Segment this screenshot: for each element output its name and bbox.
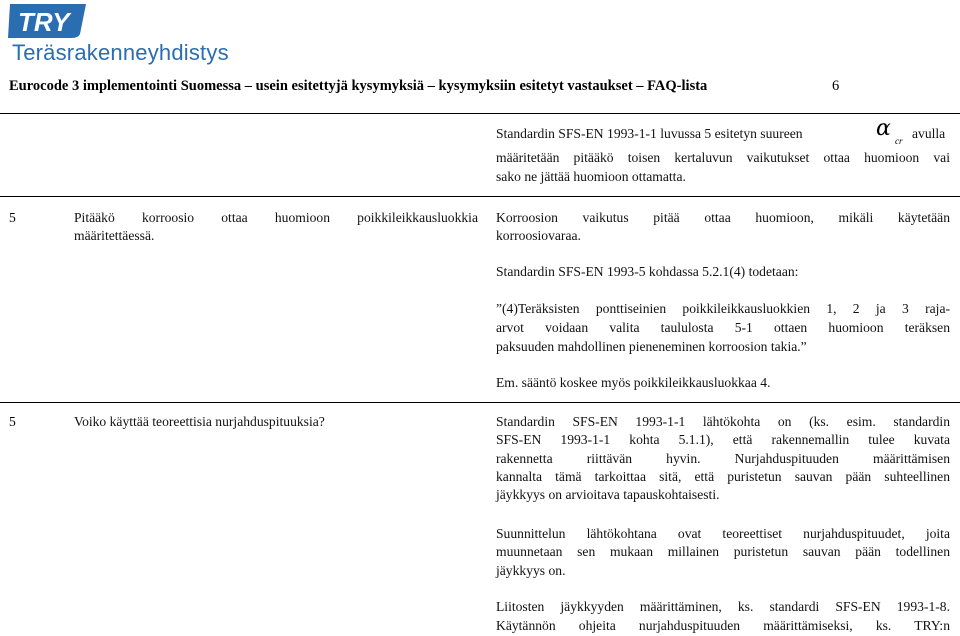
question-text: Voiko käyttää teoreettisia nurjahduspituuksia? [74, 414, 325, 429]
intro-line1-b: avulla [912, 126, 946, 141]
answer-text: Korroosion vaikutus pitää ottaa huomioon, mikäli käytetään [496, 210, 950, 225]
answer-text: Liitosten jäykkyyden määrittäminen, ks. standardi SFS-EN 1993-1-8. [496, 599, 950, 614]
answer-quote: ”(4)Teräksisten ponttiseinien poikkileikkausluokkien 1, 2 ja 3 raja- [496, 301, 950, 316]
intro-line3: sako ne jättää huomioon ottamatta. [496, 169, 686, 184]
answer-text: Standardin SFS-EN 1993-5 kohdassa 5.2.1(4) todetaan: [496, 264, 799, 279]
badge-text: TRY [18, 7, 70, 37]
answer-text: rakennetta riittävän hyvin. Nurjahduspituuden määrittämisen [496, 451, 950, 466]
header-divider [0, 113, 960, 114]
answer-text: Suunnittelun lähtökohtana ovat teoreettiset nurjahduspituudet, joita [496, 526, 950, 541]
answer-text: Em. sääntö koskee myös poikkileikkausluokkaa 4. [496, 375, 771, 390]
row-divider [0, 196, 960, 197]
answer-quote: paksuuden mahdollinen pieneneminen korroosion takia.” [496, 339, 807, 354]
answer-text: jäykkyys on. [496, 563, 566, 578]
page-number: 6 [832, 78, 840, 94]
alpha-cr-subscript: cr [895, 136, 903, 146]
answer-text: muunnetaan sen mukaan millainen puristetun sauvan pään todellinen [496, 544, 950, 559]
alpha-cr-symbol: α [876, 116, 891, 141]
try-badge-logo [8, 4, 88, 38]
intro-line2: määritetään pitääkö toisen kertaluvun vaikutukset ottaa huomioon vai [496, 150, 950, 165]
question-text: määritettäessä. [74, 228, 155, 243]
row-divider [0, 402, 960, 403]
try-logo [8, 4, 228, 66]
answer-text: Käytännön ohjeita nurjahduspituuden määrittämiseksi, ks. TRY:n [496, 618, 950, 633]
question-text: Pitääkö korroosio ottaa huomioon poikkileikkausluokkia [74, 210, 478, 225]
answer-text: Standardin SFS-EN 1993-1-1 lähtökohta on (ks. esim. standardin [496, 414, 950, 429]
answer-text: SFS-EN 1993-1-1 kohta 5.1.1), että rakennemallin tulee kuvata [496, 432, 950, 447]
intro-line1-a: Standardin SFS-EN 1993-1-1 luvussa 5 esitetyn suureen [496, 126, 803, 141]
answer-quote: arvot voidaan valita taululosta 5-1 ottaen huomioon teräksen [496, 320, 950, 335]
answer-text: kannalta tämä tarkoittaa sitä, että puristetun sauvan pään suhteellinen [496, 469, 950, 484]
page-header-title: Eurocode 3 implementointi Suomessa – usein esitettyjä kysymyksiä – kysymyksiin esitetyt vastaukset – FAQ-lista [9, 78, 708, 94]
answer-text: jäykkyys on arvioitava tapauskohtaisesti. [496, 487, 720, 502]
answer-text: korroosiovaraa. [496, 228, 581, 243]
brand-name: Teräsrakenneyhdistys [12, 40, 229, 65]
question-number: 5 [9, 210, 16, 225]
question-number: 5 [9, 414, 16, 429]
